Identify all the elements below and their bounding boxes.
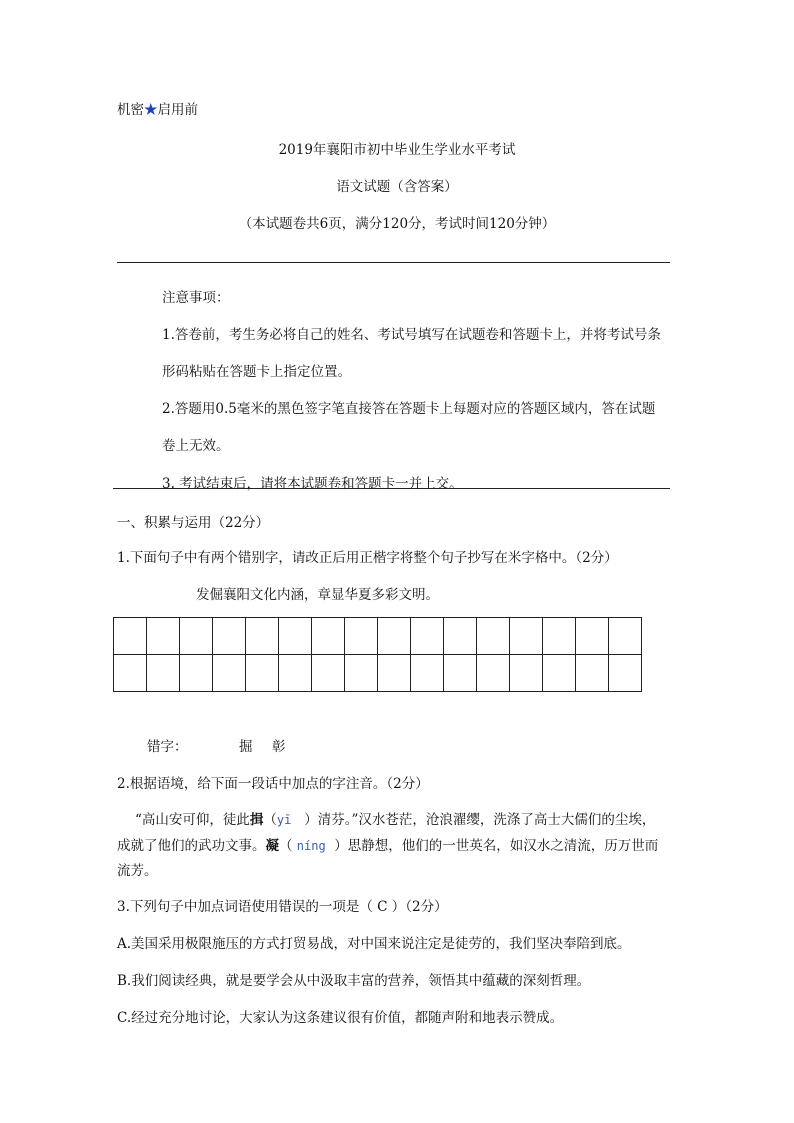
question-2-line-2 (117, 834, 658, 854)
notice-item-2: 2.答题用0.5毫米的黑色签字笔直接答在答题卡上每题对应的答题区域内，答在试题 (162, 401, 656, 417)
grid-cell (543, 655, 576, 692)
grid-cell (609, 618, 642, 655)
grid-cell (477, 618, 510, 655)
divider-top (117, 262, 670, 263)
grid-cell (312, 655, 345, 692)
divider-bottom (113, 488, 670, 489)
q2-text-d: 思静想，他们的一世英名，如汉水之清流，历万世而 (347, 838, 659, 854)
grid-cell (114, 618, 147, 655)
writing-grid (113, 617, 642, 692)
grid-cell (510, 655, 543, 692)
grid-row (114, 655, 642, 692)
exam-title: 2019年襄阳市初中毕业生学业水平考试 (278, 142, 516, 158)
grid-cell (378, 618, 411, 655)
question-2-line-1 (135, 808, 655, 828)
grid-cell (180, 655, 213, 692)
notice-heading: 注意事项： (162, 290, 230, 306)
q2-pin-open-2: （ (279, 838, 293, 854)
notice-item-1: 1.答卷前，考生务必将自己的姓名、考试号填写在试题卷和答题卡上，并将考试号条 (162, 327, 661, 343)
grid-cell (147, 618, 180, 655)
confidential-mark (117, 98, 198, 118)
grid-cell (378, 655, 411, 692)
question-3: 3.下列句子中加点词语使用错误的一项是（ C ）（2分） (117, 899, 448, 915)
grid-row (114, 618, 642, 655)
grid-cell (411, 655, 444, 692)
confidential-prefix: 机密 (117, 102, 144, 118)
star-icon: ★ (144, 102, 158, 118)
q2-text-c: 成就了他们的武功文事。 (117, 838, 266, 854)
grid-cell (510, 618, 543, 655)
grid-cell (279, 618, 312, 655)
notice-item-3: 3. 考试结束后，请将本试题卷和答题卡一并上交。 (162, 476, 463, 492)
grid-cell (477, 655, 510, 692)
grid-cell (246, 618, 279, 655)
answer-char-2: 彰 (272, 739, 286, 755)
notice-item-1-cont: 形码粘贴在答题卡上指定位置。 (162, 364, 351, 380)
answer-label: 错字： (147, 739, 188, 755)
grid-cell (345, 655, 378, 692)
exam-subtitle: 语文试题（含答案） (336, 179, 458, 195)
q2-pin-close-1: ） (304, 812, 318, 828)
grid-cell (180, 618, 213, 655)
grid-cell (279, 655, 312, 692)
option-c: C.经过充分地讨论，大家认为这条建议很有价值，都随声附和地表示赞成。 (117, 1010, 564, 1026)
pinyin-1: yī (276, 813, 292, 827)
answer-char-1: 掘 (239, 739, 253, 755)
grid-cell (147, 655, 180, 692)
pinyin-2: níng (296, 839, 326, 853)
grid-cell (114, 655, 147, 692)
option-a: A.美国采用极限施压的方式打贸易战，对中国来说注定是徒劳的，我们坚决奉陪到底。 (117, 936, 631, 952)
grid-cell (213, 618, 246, 655)
section-heading: 一、积累与运用（22分） (117, 515, 270, 531)
grid-cell (345, 618, 378, 655)
grid-cell (411, 618, 444, 655)
grid-cell (543, 618, 576, 655)
q2-dotted-char-2: 凝 (265, 838, 279, 854)
question-1: 1.下面句子中有两个错别字，请改正后用正楷字将整个句子抄写在米字格中。（2分） (117, 550, 618, 566)
grid-cell (213, 655, 246, 692)
q2-dotted-char-1: 揖 (249, 812, 264, 828)
q2-text-a: “高山安可仰，徒此 (135, 812, 250, 828)
q2-pin-close-2: ） (334, 838, 348, 854)
grid-cell (576, 655, 609, 692)
grid-cell (609, 655, 642, 692)
notice-item-2-cont: 卷上无效。 (162, 438, 230, 454)
q2-pin-open-1: （ (263, 812, 277, 828)
grid-cell (444, 655, 477, 692)
question-2-line-3: 流芳。 (117, 863, 158, 879)
confidential-suffix: 启用前 (157, 102, 198, 118)
grid-cell (444, 618, 477, 655)
q2-text-b: 清芬。”汉水苍茫，沧浪濯缨，洗涤了高士大儒们的尘埃， (317, 812, 656, 828)
grid-cell (246, 655, 279, 692)
grid-cell (312, 618, 345, 655)
question-2: 2.根据语境，给下面一段话中加点的字注音。（2分） (117, 776, 429, 792)
exam-info: （本试题卷共6页，满分120分，考试时间120分钟） (238, 216, 556, 232)
grid-cell (576, 618, 609, 655)
option-b: B.我们阅读经典，就是要学会从中汲取丰富的营养，领悟其中蕴藏的深刻哲理。 (117, 973, 591, 989)
question-1-sentence: 发倔襄阳文化内涵，章显华夏多彩文明。 (196, 587, 439, 603)
